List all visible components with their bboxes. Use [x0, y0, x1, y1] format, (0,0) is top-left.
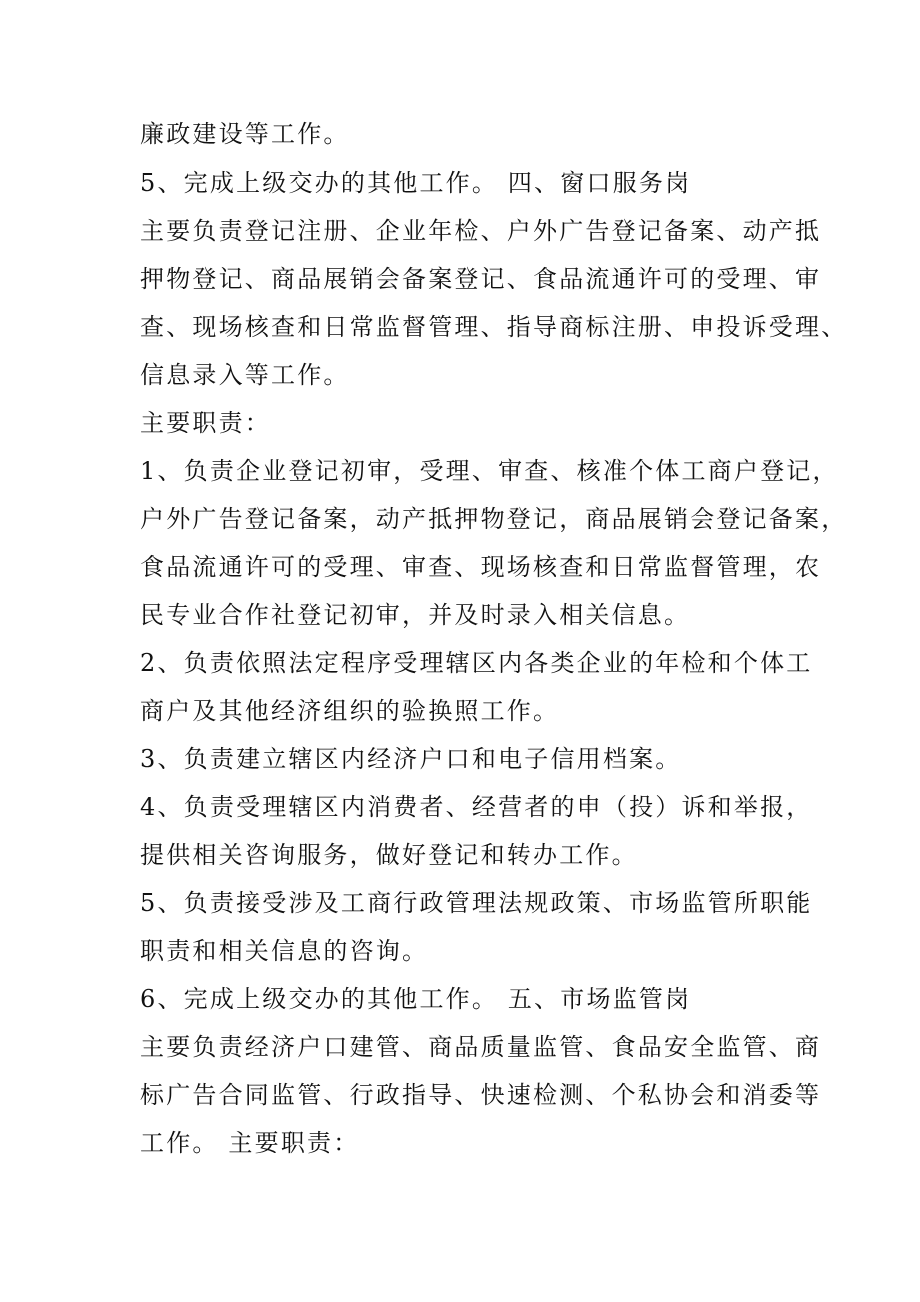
text-line: 提供相关咨询服务，做好登记和转办工作。 [140, 841, 638, 869]
text-line: 查、现场核查和日常监督管理、指导商标注册、申投诉受理、 [140, 313, 848, 341]
text-line: 商户及其他经济组织的验换照工作。 [140, 697, 560, 725]
text-line: 5、负责接受涉及工商行政管理法规政策、市场监管所职能 [140, 889, 813, 917]
text-line: 1、负责企业登记初审，受理、审查、核准个体工商户登记， [140, 457, 839, 485]
text-line: 职责和相关信息的咨询。 [140, 937, 429, 965]
text-line: 食品流通许可的受理、审查、现场核查和日常监督管理，农 [140, 553, 822, 581]
text-line: 主要负责经济户口建管、商品质量监管、食品安全监管、商 [140, 1033, 822, 1061]
text-line: 主要负责登记注册、企业年检、户外广告登记备案、动产抵 [140, 217, 822, 245]
text-line: 廉政建设等工作。 [140, 120, 350, 148]
text-line: 标广告合同监管、行政指导、快速检测、个私协会和消委等 [140, 1081, 822, 1109]
text-line: 4、负责受理辖区内消费者、经营者的申（投）诉和举报， [140, 793, 813, 821]
text-line: 主要职责： [140, 409, 271, 437]
text-line: 2、负责依照法定程序受理辖区内各类企业的年检和个体工 [140, 649, 813, 677]
text-line: 6、完成上级交办的其他工作。 五、市场监管岗 [140, 985, 692, 1013]
text-line: 户外广告登记备案，动产抵押物登记，商品展销会登记备案， [140, 505, 848, 533]
text-line: 工作。 主要职责： [140, 1129, 360, 1157]
text-line: 5、完成上级交办的其他工作。 四、窗口服务岗 [140, 169, 692, 197]
text-line: 3、负责建立辖区内经济户口和电子信用档案。 [140, 745, 682, 773]
text-line: 押物登记、商品展销会备案登记、食品流通许可的受理、审 [140, 265, 822, 293]
text-line: 民专业合作社登记初审，并及时录入相关信息。 [140, 601, 691, 629]
text-line: 信息录入等工作。 [140, 361, 350, 389]
